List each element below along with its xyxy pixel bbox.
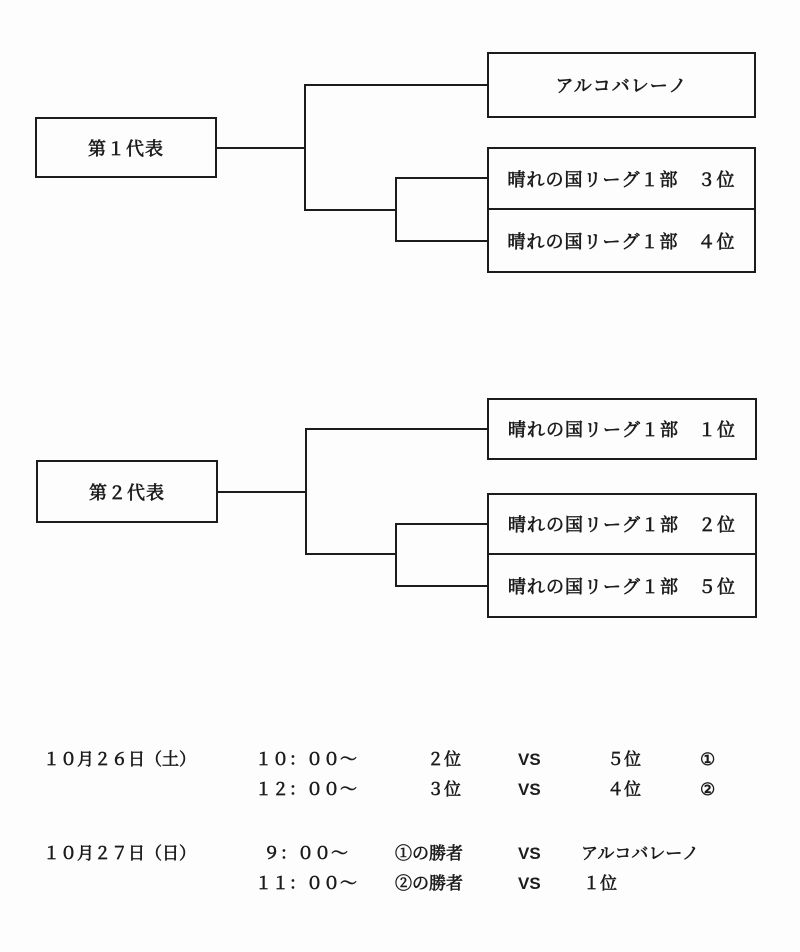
schedule-match1-home: ２位 xyxy=(427,750,461,769)
schedule-match3-home: ①の勝者 xyxy=(395,844,463,863)
bracket1-team-rank3-box: 晴れの国リーグ１部 ３位 xyxy=(487,147,756,210)
schedule-match2-time: １２：００～ xyxy=(255,780,357,799)
bracket2-seed-box: 第２代表 xyxy=(36,460,218,523)
schedule-match2-away: ４位 xyxy=(607,780,641,799)
bracket2-connector-sub-v xyxy=(395,523,397,587)
bracket1-connector-sub-v xyxy=(395,177,397,242)
bracket2-connector-top-h xyxy=(305,428,487,430)
schedule-match2-vs: VS xyxy=(518,780,541,799)
bracket1-connector-rank4-h xyxy=(395,240,487,242)
bracket1-connector-top-h xyxy=(304,84,487,86)
bracket1-team-arcobaleno-box: アルコバレーノ xyxy=(487,52,756,118)
schedule-match3-vs: VS xyxy=(518,844,541,863)
bracket2-connector-seed-h xyxy=(217,491,307,493)
bracket2-connector-rank2-h xyxy=(395,523,487,525)
schedule-match2-tag: ② xyxy=(700,780,716,799)
bracket2-team-rank2-box: 晴れの国リーグ１部 ２位 xyxy=(487,493,757,555)
schedule-match3-away: アルコバレーノ xyxy=(581,844,699,863)
schedule-match1-time: １０：００～ xyxy=(255,750,357,769)
bracket2-team-rank1-box: 晴れの国リーグ１部 １位 xyxy=(487,398,757,460)
schedule-match1-tag: ① xyxy=(700,750,716,769)
schedule-match1-away: ５位 xyxy=(607,750,641,769)
schedule-match3-time: ９：００～ xyxy=(263,844,348,863)
schedule-match2-home: ３位 xyxy=(427,780,461,799)
bracket1-connector-main-v xyxy=(304,84,306,211)
bracket1-connector-rank3-h xyxy=(395,177,487,179)
bracket2-connector-rank5-h xyxy=(395,585,487,587)
bracket1-seed-box: 第１代表 xyxy=(35,117,217,178)
schedule-day2-date: １０月２７日（日） xyxy=(43,844,196,863)
schedule-match1-vs: VS xyxy=(518,750,541,769)
bracket2-connector-mid-h xyxy=(305,553,397,555)
bracket1-connector-mid-h xyxy=(304,209,397,211)
schedule-day1-date: １０月２６日（土） xyxy=(43,750,196,769)
bracket1-team-rank4-box: 晴れの国リーグ１部 ４位 xyxy=(487,208,756,273)
schedule-match4-away: １位 xyxy=(583,874,617,893)
schedule-match4-time: １１：００～ xyxy=(255,874,357,893)
schedule-match4-home: ②の勝者 xyxy=(395,874,463,893)
bracket1-connector-seed-h xyxy=(216,147,306,149)
schedule-match4-vs: VS xyxy=(518,874,541,893)
bracket2-connector-main-v xyxy=(305,428,307,555)
bracket2-team-rank5-box: 晴れの国リーグ１部 ５位 xyxy=(487,553,757,618)
